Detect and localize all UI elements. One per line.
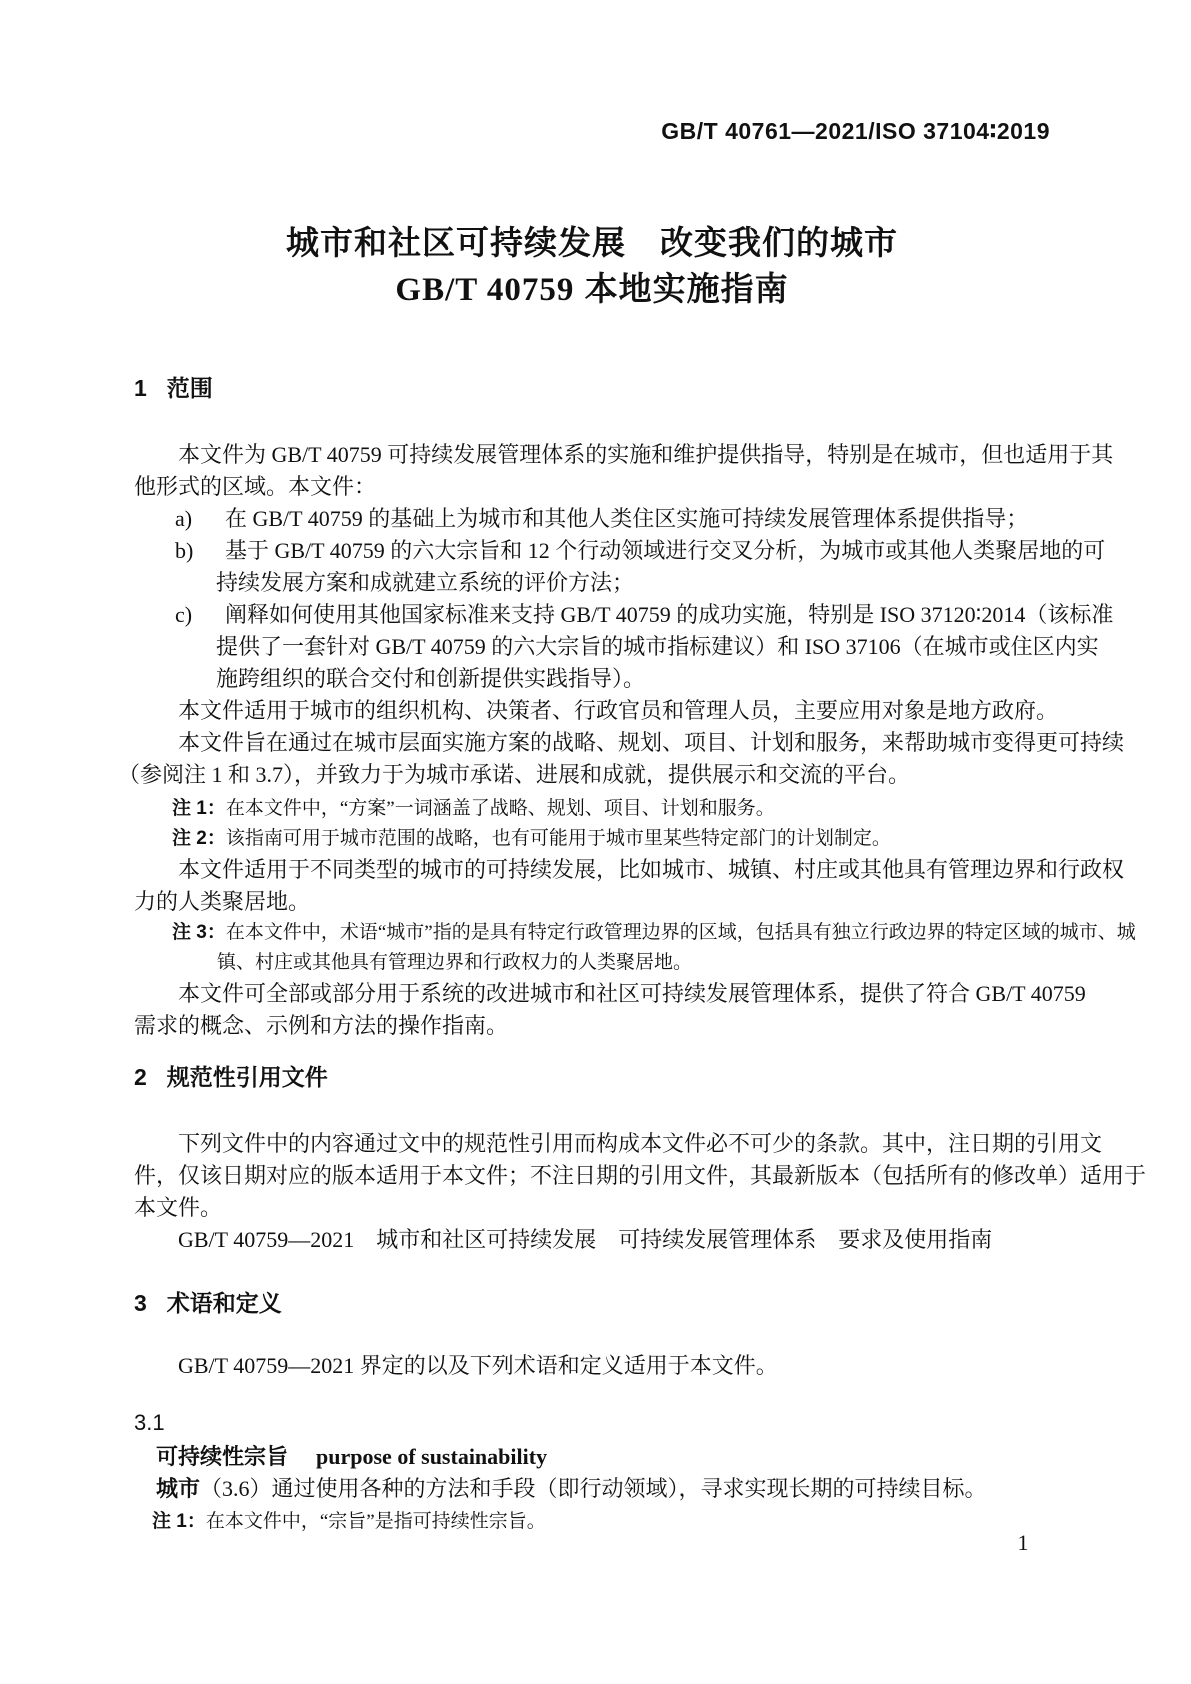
section-2-title: 规范性引用文件 xyxy=(166,1064,328,1090)
section-1-title: 范围 xyxy=(166,375,213,401)
term-entry-number: 3.1 xyxy=(134,1410,165,1435)
paragraph-line: （参阅注 1 和 3.7），并致力于为城市承诺、进展和成就，提供展示和交流的平台。 xyxy=(118,762,911,787)
list-item-line: 阐释如何使用其他国家标准来支持 GB/T 40759 的成功实施，特别是 ISO 37120∶2014（该标准 xyxy=(225,602,1114,627)
term-entry-title xyxy=(134,1441,1050,1473)
paragraph-line: 下列文件中的内容通过文中的规范性引用而构成本文件必不可少的条款。其中，注日期的引用文 xyxy=(178,1131,1103,1156)
title-line-1: 城市和社区可持续发展 改变我们的城市 xyxy=(286,224,898,261)
definition-bold-term: 城市 xyxy=(156,1476,201,1501)
list-item-line: 施跨组织的联合交付和创新提供实践指导）。 xyxy=(216,666,646,691)
note-text: 在本文件中，“方案”一词涵盖了战略、规划、项目、计划和服务。 xyxy=(225,798,775,819)
section-2-heading xyxy=(134,1064,1050,1090)
paragraph-line: 需求的概念、示例和方法的操作指南。 xyxy=(134,1013,509,1038)
section-1-number: 1 xyxy=(134,375,147,401)
paragraph-line: 本文件可全部或部分用于系统的改进城市和社区可持续发展管理体系，提供了符合 GB/T 40759 xyxy=(178,981,1086,1006)
note-label: 注 2： xyxy=(172,828,226,849)
list-item-a xyxy=(134,503,1050,535)
title-line-2 xyxy=(134,266,1050,313)
list-item-line: 基于 GB/T 40759 的六大宗旨和 12 个行动领域进行交叉分析，为城市或其他人类聚居地的可 xyxy=(225,538,1106,563)
title-standard-code: GB/T 40759 xyxy=(395,272,575,308)
list-item-line: 提供了一套针对 GB/T 40759 的六大宗旨的城市指标建议）和 ISO 37106（在城市或住区内实 xyxy=(216,634,1099,659)
paragraph-line: 本文件旨在通过在城市层面实施方案的战略、规划、项目、计划和服务，来帮助城市变得更可持续 xyxy=(178,730,1125,755)
note-label: 注 1： xyxy=(172,798,226,819)
list-item-b xyxy=(134,535,1106,567)
list-marker-a: a) xyxy=(175,506,193,531)
term-definition xyxy=(134,1473,1050,1505)
term-english: purpose of sustainability xyxy=(316,1444,548,1469)
list-marker-c: c) xyxy=(175,602,193,627)
paragraph-line: 件，仅该日期对应的版本适用于本文件；不注日期的引用文件，其最新版本（包括所有的修改单）适用于 xyxy=(134,1163,1147,1188)
page-number: 1 xyxy=(1017,1530,1029,1555)
paragraph-line: 力的人类聚居地。 xyxy=(134,889,311,914)
note-label: 注 1： xyxy=(152,1511,206,1532)
title-text: 本地实施指南 xyxy=(574,270,789,307)
paragraph-line: 本文件适用于城市的组织机构、决策者、行政官员和管理人员，主要应用对象是地方政府。 xyxy=(178,698,1059,723)
list-item-line: 在 GB/T 40759 的基础上为城市和其他人类住区实施可持续发展管理体系提供指导； xyxy=(225,506,1029,531)
section-1-heading xyxy=(134,375,1050,401)
paragraph-line: 本文件为 GB/T 40759 可持续发展管理体系的实施和维护提供指导，特别是在城市，但也适用于其 xyxy=(178,442,1114,467)
standard-code-header: GB/T 40761—2021/ISO 37104∶2019 xyxy=(661,118,1050,144)
note-2 xyxy=(134,824,1050,854)
paragraph-line: GB/T 40759—2021 界定的以及下列术语和定义适用于本文件。 xyxy=(178,1353,778,1378)
term-note xyxy=(134,1507,1050,1537)
list-item-c xyxy=(134,599,1114,631)
text-block xyxy=(118,0,1147,1537)
section-3-number: 3 xyxy=(134,1290,147,1316)
section-3-title: 术语和定义 xyxy=(166,1290,282,1316)
note-text: 在本文件中，术语“城市”指的是具有特定行政管理边界的区域，包括具有独立行政边界的特定区域的城市、城 xyxy=(225,922,1136,943)
note-label: 注 3： xyxy=(172,922,226,943)
note-text: 在本文件中，“宗旨”是指可持续性宗旨。 xyxy=(205,1511,546,1532)
paragraph-line: 本文件。 xyxy=(134,1195,223,1220)
note-1 xyxy=(134,794,1050,824)
note-text: 该指南可用于城市范围的战略，也有可能用于城市里某些特定部门的计划制定。 xyxy=(225,828,891,849)
list-marker-b: b) xyxy=(175,538,194,563)
document-title xyxy=(134,220,1050,313)
paragraph-line: 本文件适用于不同类型的城市的可持续发展，比如城市、城镇、村庄或其他具有管理边界和行政权 xyxy=(178,857,1125,882)
note-3 xyxy=(134,918,1136,948)
term-chinese: 可持续性宗旨 xyxy=(156,1444,289,1469)
normative-reference: GB/T 40759—2021 城市和社区可持续发展 可持续发展管理体系 要求及使用指南 xyxy=(178,1227,993,1252)
section-2-number: 2 xyxy=(134,1064,147,1090)
definition-text: （3.6）通过使用各种的方法和手段（即行动领域），寻求实现长期的可持续目标。 xyxy=(200,1476,987,1501)
list-item-line: 持续发展方案和成就建立系统的评价方法； xyxy=(216,570,635,595)
paragraph-line: 他形式的区域。本文件： xyxy=(134,474,377,499)
section-3-heading xyxy=(134,1290,1050,1316)
note-3-continuation: 镇、村庄或其他具有管理边界和行政权力的人类聚居地。 xyxy=(217,952,693,973)
